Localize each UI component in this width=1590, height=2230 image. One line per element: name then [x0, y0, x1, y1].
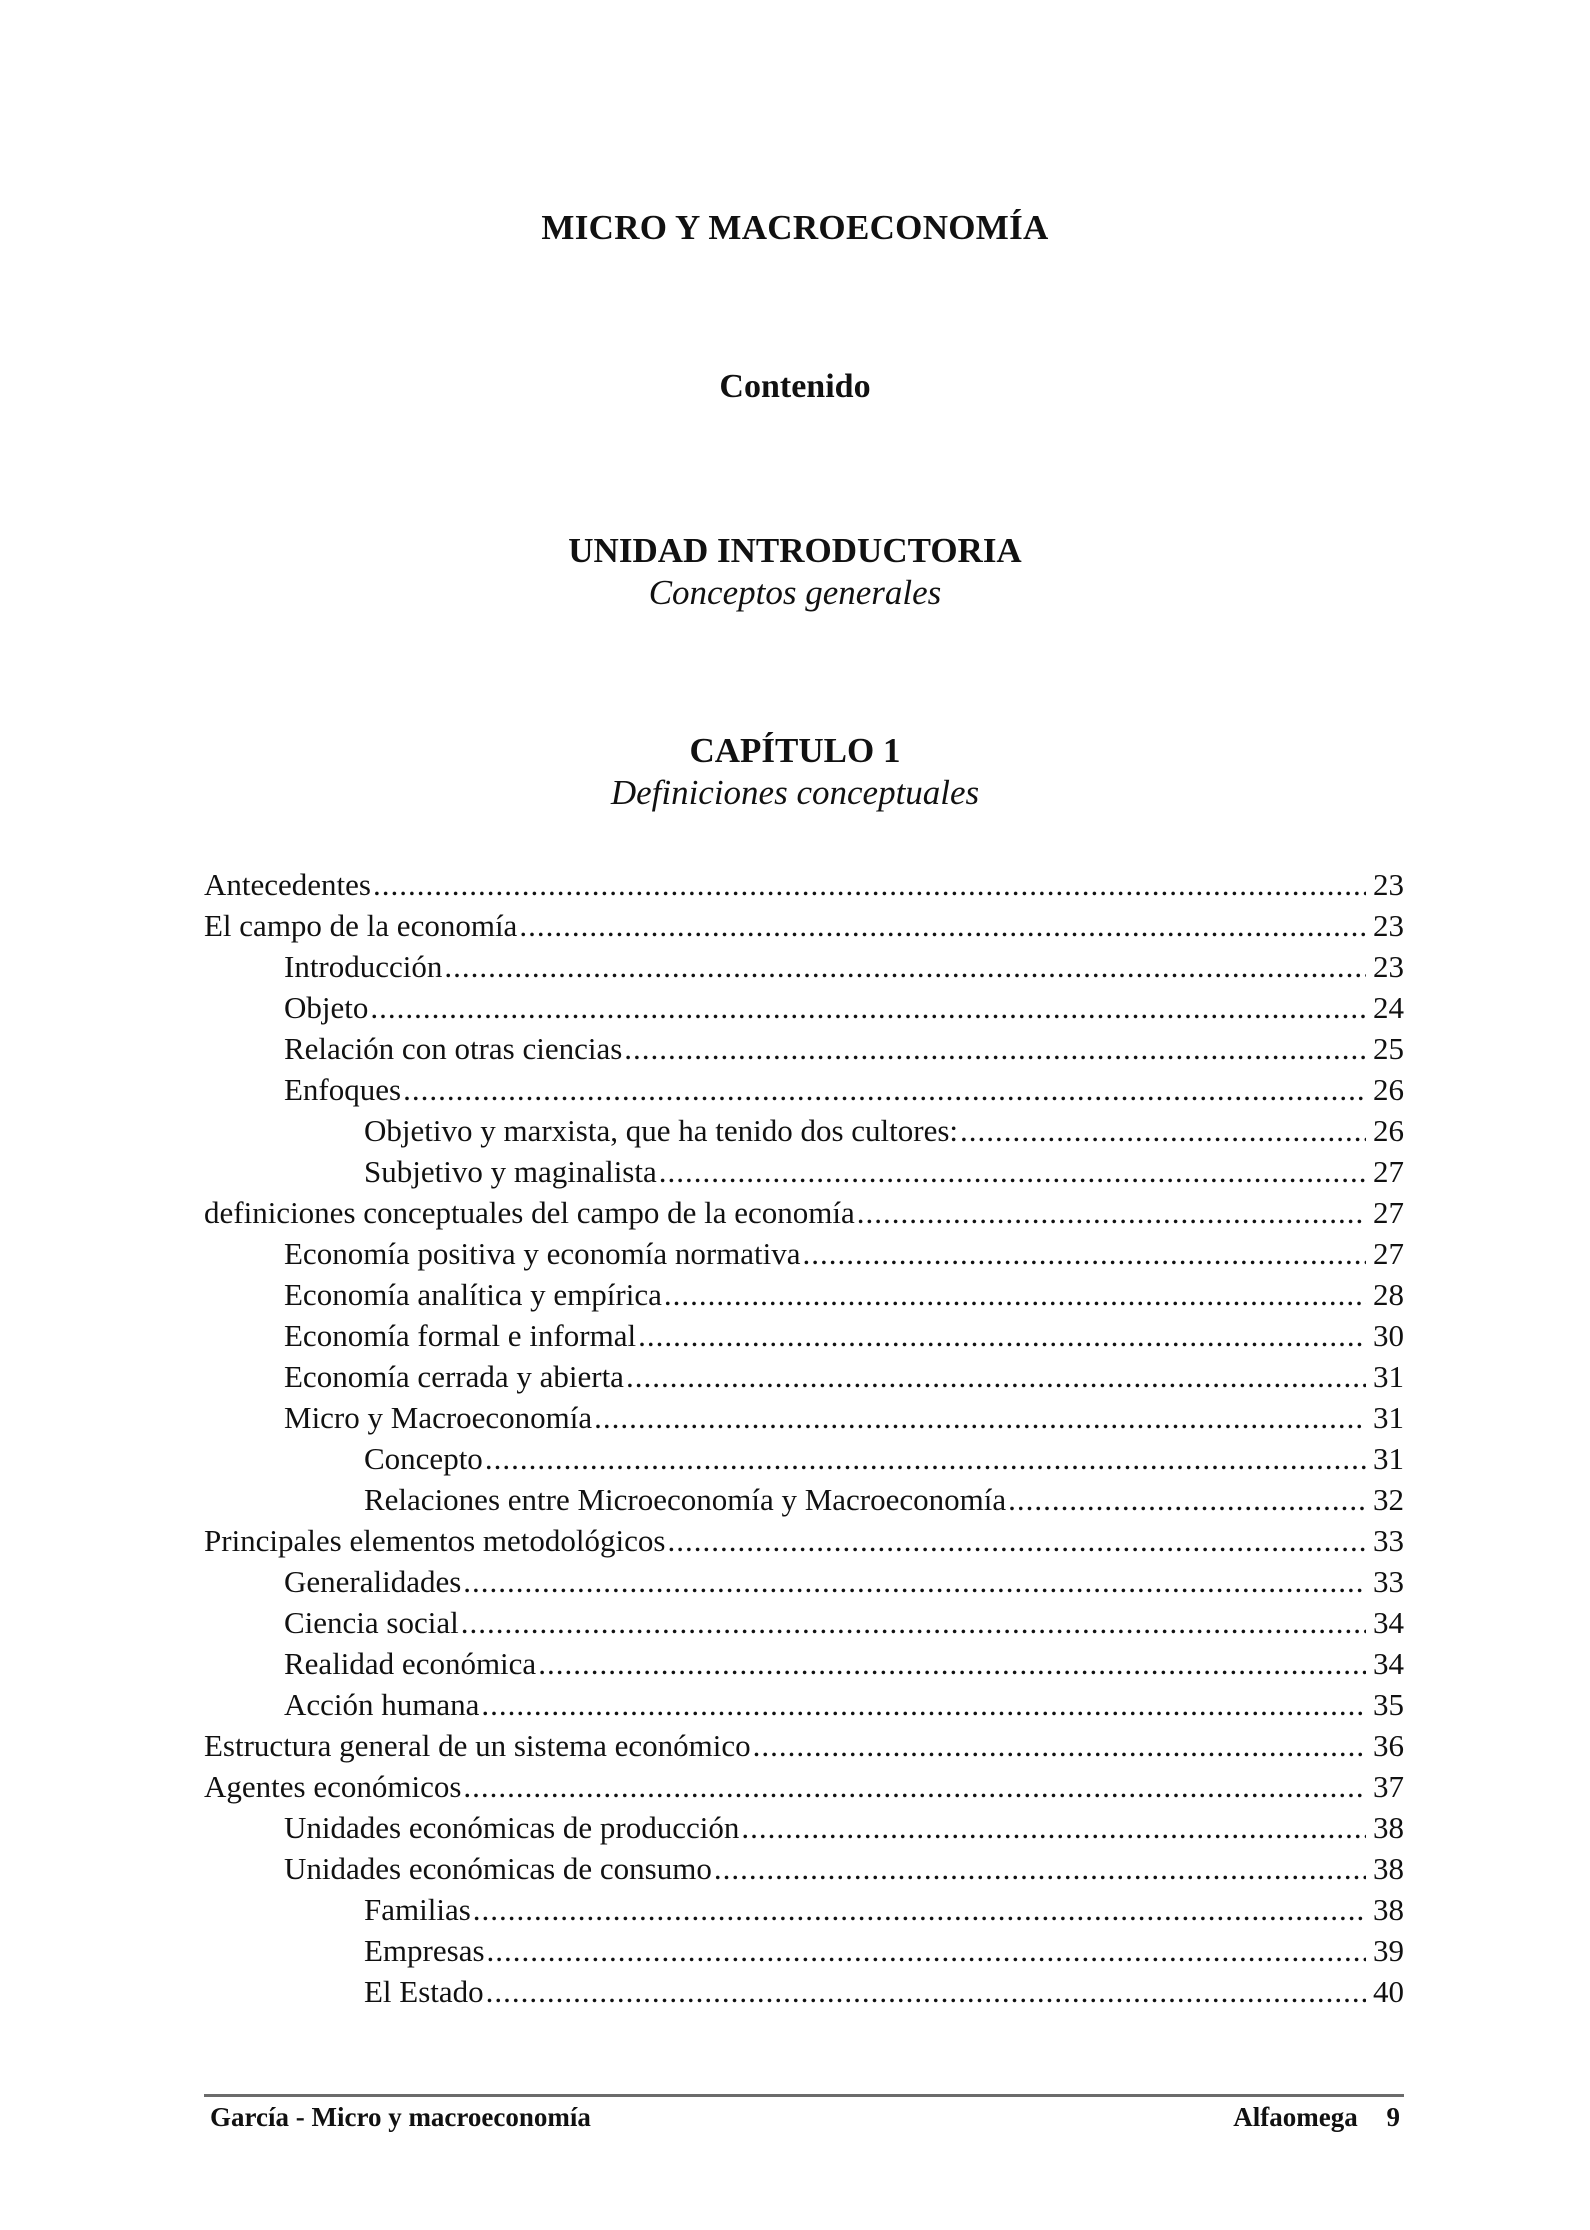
toc-entry	[204, 987, 1404, 1028]
toc-entry-page-number: 24	[1373, 990, 1404, 1025]
toc-dot-leader	[741, 1807, 1366, 1848]
toc-entry-title: Economía cerrada y abierta	[284, 1359, 624, 1394]
chapter-title: CAPÍTULO 1	[689, 731, 901, 770]
toc-entry	[204, 1151, 1404, 1192]
toc-dot-leader	[519, 905, 1366, 946]
toc-entry	[204, 1848, 1404, 1889]
book-title: MICRO Y MACROECONOMÍA	[541, 208, 1049, 247]
toc-dot-leader	[485, 1438, 1366, 1479]
toc-entry-page-number: 30	[1373, 1318, 1404, 1353]
toc-entry-title: Micro y Macroeconomía	[284, 1400, 593, 1435]
toc-entry-page-number: 38	[1373, 1810, 1404, 1845]
table-of-contents	[204, 864, 1404, 2012]
toc-entry	[204, 1930, 1404, 1971]
toc-entry	[204, 1274, 1404, 1315]
footer-page-number: 9	[1386, 2102, 1400, 2132]
toc-dot-leader	[461, 1602, 1366, 1643]
contents-title: Contenido	[719, 368, 871, 405]
toc-entry-title: Subjetivo y maginalista	[364, 1154, 657, 1189]
toc-entry-page-number: 25	[1373, 1031, 1404, 1066]
toc-dot-leader	[667, 1520, 1366, 1561]
toc-entry	[204, 946, 1404, 987]
unit-heading	[0, 530, 1590, 614]
footer-right	[1233, 2102, 1400, 2133]
toc-entry-title: Enfoques	[284, 1072, 402, 1107]
toc-entry	[204, 905, 1404, 946]
toc-entry-title: Ciencia social	[284, 1605, 459, 1640]
footer-divider	[204, 2094, 1404, 2097]
toc-dot-leader	[960, 1110, 1366, 1151]
toc-entry-title: Principales elementos metodológicos	[204, 1523, 666, 1558]
toc-entry-title: Concepto	[364, 1441, 483, 1476]
toc-dot-leader	[370, 987, 1366, 1028]
unit-title: UNIDAD INTRODUCTORIA	[568, 531, 1022, 570]
toc-entry	[204, 1889, 1404, 1930]
toc-entry-title: Unidades económicas de producción	[284, 1810, 740, 1845]
toc-entry	[204, 1233, 1404, 1274]
toc-dot-leader	[664, 1274, 1366, 1315]
toc-entry-title: Economía analítica y empírica	[284, 1277, 662, 1312]
toc-dot-leader	[626, 1356, 1366, 1397]
toc-entry-title: Unidades económicas de consumo	[284, 1851, 712, 1886]
toc-dot-leader	[481, 1684, 1366, 1725]
toc-entry-page-number: 35	[1373, 1687, 1404, 1722]
toc-entry-title: Realidad económica	[284, 1646, 537, 1681]
footer-book-reference: García - Micro y macroeconomía	[210, 2102, 591, 2132]
toc-entry	[204, 1397, 1404, 1438]
toc-entry-page-number: 37	[1373, 1769, 1404, 1804]
toc-dot-leader	[714, 1848, 1366, 1889]
toc-entry	[204, 1807, 1404, 1848]
toc-entry	[204, 1356, 1404, 1397]
toc-dot-leader	[403, 1069, 1366, 1110]
toc-dot-leader	[486, 1971, 1366, 2012]
toc-dot-leader	[753, 1725, 1366, 1766]
toc-entry	[204, 1479, 1404, 1520]
toc-entry	[204, 1520, 1404, 1561]
toc-entry-page-number: 33	[1373, 1564, 1404, 1599]
toc-entry-page-number: 23	[1373, 867, 1404, 902]
toc-entry-title: El Estado	[364, 1974, 484, 2009]
toc-entry-title: Objetivo y marxista, que ha tenido dos cultores:	[364, 1113, 959, 1148]
toc-dot-leader	[538, 1643, 1366, 1684]
toc-entry-title: Introducción	[284, 949, 443, 984]
toc-entry-page-number: 40	[1373, 1974, 1404, 2009]
toc-entry-page-number: 26	[1373, 1113, 1404, 1148]
chapter-heading	[0, 730, 1590, 814]
toc-entry-title: Familias	[364, 1892, 471, 1927]
toc-entry-page-number: 34	[1373, 1646, 1404, 1681]
toc-dot-leader	[624, 1028, 1366, 1069]
toc-entry	[204, 1766, 1404, 1807]
chapter-subtitle: Definiciones conceptuales	[610, 773, 980, 812]
toc-dot-leader	[638, 1315, 1366, 1356]
toc-dot-leader	[473, 1889, 1366, 1930]
toc-entry-title: Generalidades	[284, 1564, 462, 1599]
toc-dot-leader	[373, 864, 1366, 905]
toc-entry	[204, 1643, 1404, 1684]
toc-entry-page-number: 23	[1373, 949, 1404, 984]
toc-entry-title: Relaciones entre Microeconomía y Macroeconomía	[364, 1482, 1007, 1517]
toc-entry	[204, 1684, 1404, 1725]
toc-entry	[204, 1192, 1404, 1233]
toc-entry-page-number: 38	[1373, 1851, 1404, 1886]
unit-subtitle: Conceptos generales	[648, 573, 942, 612]
toc-entry-title: Economía formal e informal	[284, 1318, 637, 1353]
toc-entry-page-number: 34	[1373, 1605, 1404, 1640]
toc-entry-page-number: 33	[1373, 1523, 1404, 1558]
toc-entry	[204, 1069, 1404, 1110]
toc-entry-title: Acción humana	[284, 1687, 480, 1722]
toc-entry-title: Antecedentes	[204, 867, 371, 902]
toc-entry	[204, 1028, 1404, 1069]
toc-entry	[204, 1602, 1404, 1643]
toc-dot-leader	[463, 1561, 1366, 1602]
toc-entry	[204, 1725, 1404, 1766]
toc-entry-page-number: 36	[1373, 1728, 1404, 1763]
toc-entry	[204, 1561, 1404, 1602]
toc-entry-title: Relación con otras ciencias	[284, 1031, 623, 1066]
toc-entry-title: Objeto	[284, 990, 369, 1025]
toc-entry-title: Estructura general de un sistema económico	[204, 1728, 751, 1763]
toc-entry-title: Empresas	[364, 1933, 485, 1968]
toc-entry	[204, 1110, 1404, 1151]
toc-entry-title: Economía positiva y economía normativa	[284, 1236, 801, 1271]
toc-entry	[204, 1438, 1404, 1479]
toc-dot-leader	[803, 1233, 1366, 1274]
toc-dot-leader	[857, 1192, 1366, 1233]
toc-entry-page-number: 27	[1373, 1195, 1404, 1230]
toc-entry-page-number: 31	[1373, 1441, 1404, 1476]
footer-publisher: Alfaomega	[1233, 2102, 1358, 2132]
toc-entry	[204, 864, 1404, 905]
page-footer	[210, 2102, 1400, 2133]
toc-dot-leader	[487, 1930, 1366, 1971]
toc-dot-leader	[594, 1397, 1366, 1438]
toc-entry-page-number: 27	[1373, 1236, 1404, 1271]
toc-dot-leader	[1008, 1479, 1366, 1520]
toc-entry-page-number: 31	[1373, 1400, 1404, 1435]
toc-dot-leader	[659, 1151, 1366, 1192]
toc-dot-leader	[444, 946, 1366, 987]
toc-entry	[204, 1971, 1404, 2012]
toc-dot-leader	[463, 1766, 1366, 1807]
toc-entry-page-number: 38	[1373, 1892, 1404, 1927]
toc-entry-title: Agentes económicos	[204, 1769, 462, 1804]
toc-entry-page-number: 32	[1373, 1482, 1404, 1517]
toc-entry	[204, 1315, 1404, 1356]
toc-entry-page-number: 28	[1373, 1277, 1404, 1312]
toc-entry-page-number: 39	[1373, 1933, 1404, 1968]
toc-entry-title: definiciones conceptuales del campo de la economía	[204, 1195, 855, 1230]
toc-entry-page-number: 31	[1373, 1359, 1404, 1394]
toc-entry-page-number: 27	[1373, 1154, 1404, 1189]
toc-entry-page-number: 26	[1373, 1072, 1404, 1107]
toc-entry-page-number: 23	[1373, 908, 1404, 943]
toc-entry-title: El campo de la economía	[204, 908, 518, 943]
